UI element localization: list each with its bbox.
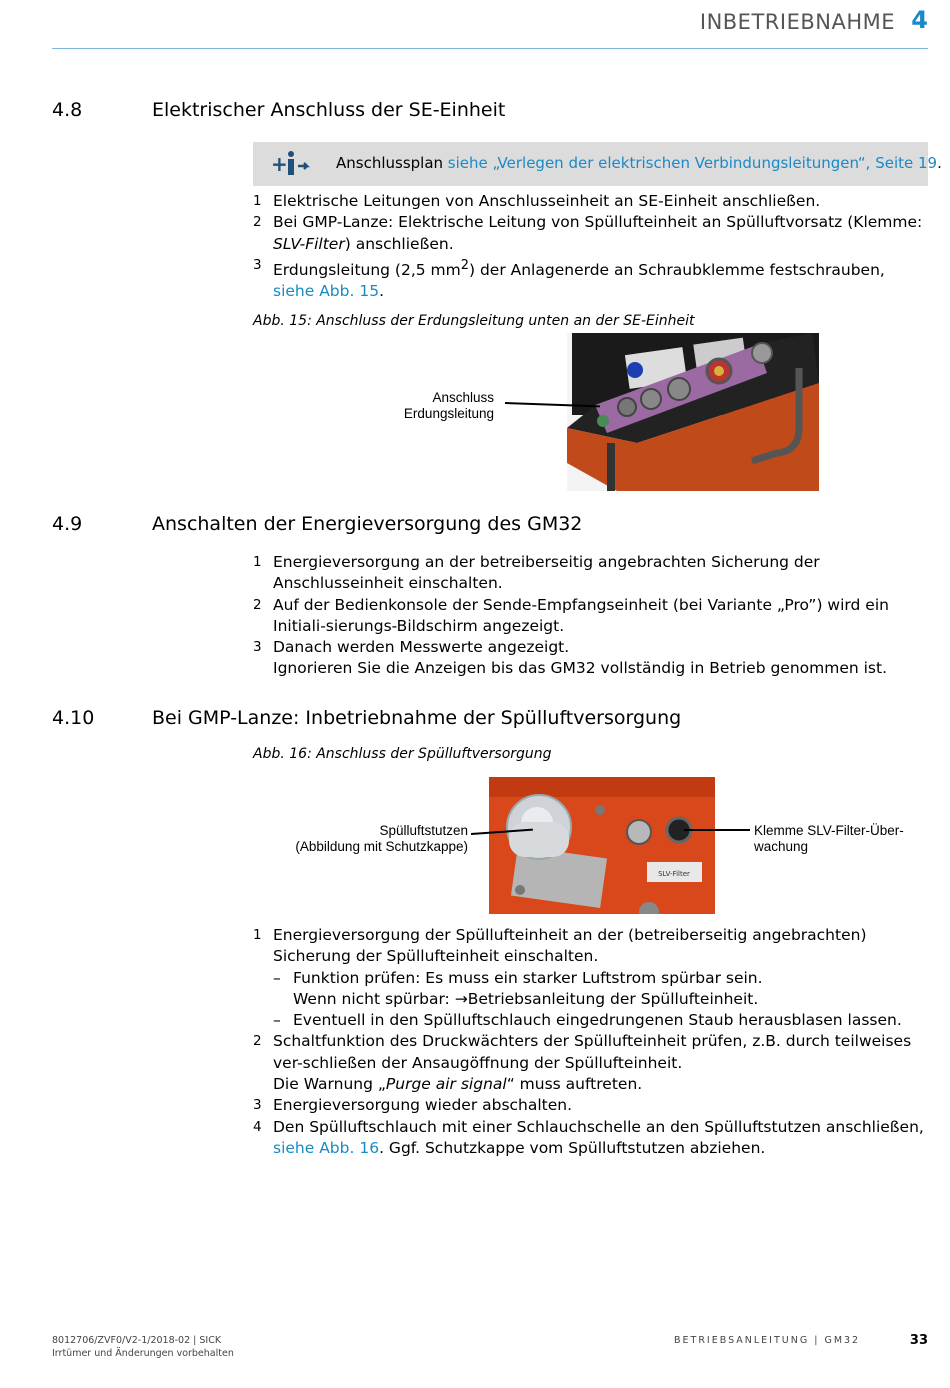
footer-doc-title: BETRIEBSANLEITUNG | GM32 xyxy=(674,1335,861,1346)
svg-text:+: + xyxy=(271,152,288,176)
list-subitem: – Funktion prüfen: Es muss ein starker Luftstrom spürbar sein. Wenn nicht spürbar: →Betriebsanleitung der Spüllufteinheit. xyxy=(273,968,763,1008)
list-item: 2 Bei GMP-Lanze: Elektrische Leitung von Spüllufteinheit an Spülluftvorsatz (Klemme: SLV-Filter) anschließen. xyxy=(253,213,923,253)
info-note-box xyxy=(253,142,942,186)
info-note-text: Anschlussplan siehe „Verlegen der elektrischen Verbindungsleitungen“, Seite 19. xyxy=(336,154,942,172)
list-subitem: – Eventuell in den Spülluftschlauch eingedrungenen Staub herausblasen lassen. xyxy=(273,1011,902,1030)
slv-filter-plate-label: SLV-Filter xyxy=(658,870,690,878)
steps-4-9 xyxy=(253,552,925,680)
footer-doc-info: 8012706/ZVF0/V2-1/2018-02 | SICK Irrtümer und Änderungen vorbehalten xyxy=(52,1335,234,1359)
figure-16-left-label: Spülluftstutzen (Abbildung mit Schutzkappe) xyxy=(295,823,468,854)
arrow-icon: → xyxy=(454,989,468,1008)
figure-16-right-label: Klemme SLV-Filter-Über- wachung xyxy=(754,823,904,854)
figure-16-image xyxy=(489,777,715,914)
list-item: 1 Energieversorgung der Spüllufteinheit an der (betreiberseitig angebrachten) Sicherung der Spüllufteinheit einschalten. xyxy=(253,926,867,966)
section-number-4-10: 4.10 xyxy=(52,707,95,729)
section-number-4-8: 4.8 xyxy=(52,99,83,121)
link-abb-15[interactable]: siehe Abb. 15 xyxy=(273,282,380,301)
info-icon xyxy=(271,150,311,182)
list-item: 3 Energieversorgung wieder abschalten. xyxy=(253,1096,573,1115)
figure-15-caption: Abb. 15: Anschluss der Erdungsleitung unten an der SE-Einheit xyxy=(253,313,695,329)
steps-4-8 xyxy=(253,191,923,303)
list-item: 3 Danach werden Messwerte angezeigt. Ignorieren Sie die Anzeigen bis das GM32 vollständig in Betrieb genommen ist. xyxy=(253,638,888,678)
figure-16-right-leader-line xyxy=(684,829,750,831)
chapter-title: INBETRIEBNAHME xyxy=(699,10,895,34)
figure-16-caption: Abb. 16: Anschluss der Spülluftversorgung xyxy=(253,746,552,762)
list-item: 1 Energieversorgung an der betreiberseitig angebrachten Sicherung der Anschlusseinheit einschalten. xyxy=(253,553,820,593)
section-title-4-9: Anschalten der Energieversorgung des GM32 xyxy=(152,513,583,535)
figure-15-image xyxy=(567,333,819,491)
list-item: 2 Auf der Bedienkonsole der Sende-Empfangseinheit (bei Variante „Pro”) wird ein Initiali-sierungs-Bildschirm angezeigt. xyxy=(253,595,889,635)
steps-4-10 xyxy=(253,925,925,1159)
chapter-number: 4 xyxy=(911,6,928,34)
link-abb-16[interactable]: siehe Abb. 16 xyxy=(273,1138,380,1157)
list-item: 1 Elektrische Leitungen von Anschlusseinheit an SE-Einheit anschließen. xyxy=(253,192,821,210)
section-number-4-9: 4.9 xyxy=(52,513,83,535)
page-number: 33 xyxy=(909,1333,928,1348)
list-item: 3 Erdungsleitung (2,5 $mm^2$) der Anlagenerde an Schraubklemme festschrauben, siehe Abb. 15. xyxy=(253,256,885,301)
section-title-4-10: Bei GMP-Lanze: Inbetriebnahme der Spülluftversorgung xyxy=(152,707,682,729)
figure-15-label: Anschluss Erdungsleitung xyxy=(403,390,494,421)
list-item: 2 Schaltfunktion des Druckwächters der Spüllufteinheit prüfen, z.B. durch teilweises ver-schließen der Ansaugöffnung der Spüllufteinheit. Die Warnung „Purge air signal“ muss auftreten. xyxy=(253,1032,912,1094)
link-connection-plan[interactable]: siehe „Verlegen der elektrischen Verbindungsleitungen“, Seite 19 xyxy=(447,154,938,172)
header-divider xyxy=(52,48,928,49)
section-title-4-8: Elektrischer Anschluss der SE-Einheit xyxy=(152,99,506,121)
list-item: 4 Den Spülluftschlauch mit einer Schlauchschelle an den Spülluftstutzen anschließen, siehe Abb. 16. Ggf. Schutzkappe vom Spülluftstutzen abziehen. xyxy=(253,1117,924,1157)
